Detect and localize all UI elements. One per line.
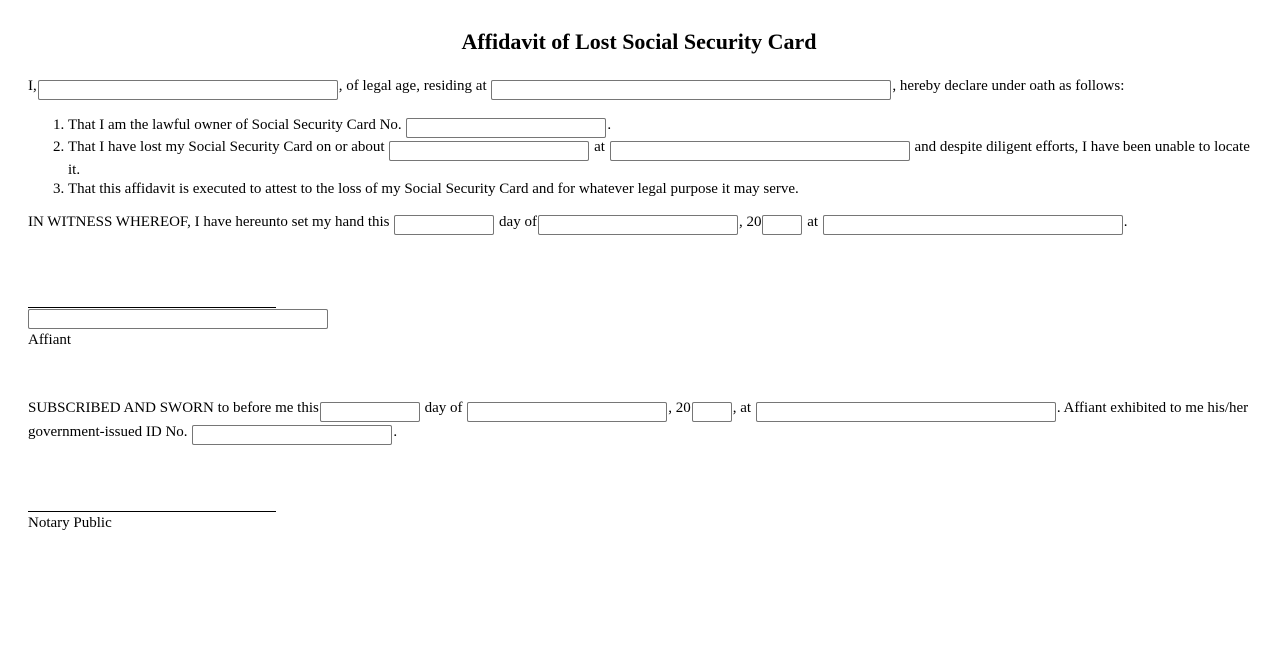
sworn-paragraph xyxy=(28,398,1250,445)
sworn-at-text: , at xyxy=(732,400,752,416)
sworn-mid-text: . Affiant exhibited to me his/her government-issued ID No. xyxy=(28,400,1249,440)
witness-day-of-text: day of xyxy=(499,213,537,230)
affiant-signature-block xyxy=(28,307,1250,349)
notary-signature-line xyxy=(28,511,276,512)
intro-suffix: , hereby declare under oath as follows: xyxy=(892,78,1125,94)
affiant-name-input[interactable] xyxy=(38,80,338,100)
id-number-input[interactable] xyxy=(192,425,392,445)
affiant-signature-name-input[interactable] xyxy=(28,309,328,329)
intro-paragraph xyxy=(28,76,1250,100)
page-title: Affidavit of Lost Social Security Card xyxy=(461,29,817,54)
witness-year-input[interactable] xyxy=(762,215,802,235)
intro-mid-text: , of legal age, residing at xyxy=(338,78,487,94)
sworn-year-prefix: , 20 xyxy=(668,400,691,416)
intro-prefix: I, xyxy=(28,78,37,94)
declaration-item-1 xyxy=(68,116,1250,139)
witness-paragraph xyxy=(28,212,1250,236)
sworn-prefix: SUBSCRIBED AND SWORN to before me this xyxy=(28,400,319,416)
sworn-year-input[interactable] xyxy=(692,402,732,422)
item2-at-text: at xyxy=(594,139,605,155)
witness-month-input[interactable] xyxy=(538,215,738,235)
lost-date-input[interactable] xyxy=(389,141,589,161)
item1-period: . xyxy=(607,116,612,133)
witness-year-prefix: , 20 xyxy=(738,213,762,230)
sworn-day-of-text: day of xyxy=(424,400,463,416)
item1-text: That I am the lawful owner of Social Security Card No. xyxy=(68,116,402,133)
witness-day-input[interactable] xyxy=(394,215,494,235)
lost-place-input[interactable] xyxy=(610,141,910,161)
card-number-input[interactable] xyxy=(406,118,606,138)
affiant-caption: Affiant xyxy=(28,332,72,348)
witness-suffix: . xyxy=(1123,213,1128,230)
witness-prefix: IN WITNESS WHEREOF, I have hereunto set my hand this xyxy=(28,213,390,230)
item3-text: That this affidavit is executed to attest to the loss of my Social Security Card and for whatever legal purpose it may serve. xyxy=(68,180,799,197)
sworn-day-input[interactable] xyxy=(320,402,420,422)
sworn-month-input[interactable] xyxy=(467,402,667,422)
address-input[interactable] xyxy=(491,80,891,100)
declaration-item-3 xyxy=(68,180,1250,199)
sworn-suffix: . xyxy=(393,423,398,440)
notary-signature-block xyxy=(28,511,1250,532)
declaration-item-2 xyxy=(68,138,1250,180)
sworn-place-input[interactable] xyxy=(756,402,1056,422)
affiant-signature-line xyxy=(28,307,276,308)
declaration-list xyxy=(28,116,1250,199)
item2-after-text: and despite diligent efforts, I have been unable to locate it. xyxy=(68,139,1250,178)
witness-place-input[interactable] xyxy=(823,215,1123,235)
item2-text: That I have lost my Social Security Card on or about xyxy=(68,139,385,155)
notary-caption: Notary Public xyxy=(28,515,112,531)
witness-at-text: at xyxy=(807,213,819,230)
